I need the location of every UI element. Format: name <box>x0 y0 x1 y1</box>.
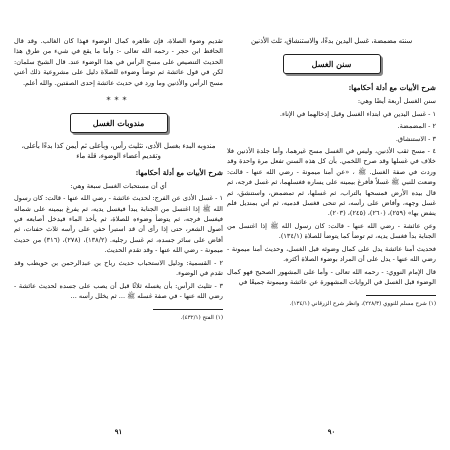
footnote-divider <box>366 295 436 296</box>
paragraph: تقديم وضوء الصلاة، فإن ظاهره كمال الوضوء فهذا كان الغالب. وقد قال الحافظ ابن حجر - رحمه الله تعالى -: وأما ما يقع في شيء من طرق هذا الحديث التنصيص على مسح الرأس في هذا الوضوء عند. قال الشيخ سلمان: لكن في قول عائشة ثم توضأ وضوءه للصلاة دليل على مشروعية ذلك أعني مسح الرأس والأذنين وما ورد في حديث عائشة إحدى الصفتين. والله أعلم. <box>14 37 223 87</box>
intro-text: أي أن مستحبات الغسل سبعة وهي: <box>70 181 167 190</box>
section-heading: شرح الأبيات مع أدلة أحكامها: <box>348 83 436 93</box>
poem-verse: سنته مضمضة، غسل اليدين بدءًا، والاستنشاق، ثلث الأذنين <box>250 37 413 45</box>
section-title: سنن الغسل <box>283 54 381 74</box>
section-heading: شرح الأبيات مع أدلة أحكامها: <box>135 167 223 177</box>
right-page <box>227 0 436 450</box>
list-item: ٤ - مسح ثقب الأذنين، وليس في الغسل مسح غيرهما، وأما جلدة الأذنين فلا خلاف في غسلها وقد صرح اللخمي. بأن كل هذه السنن تفعل مرة واحدة وقد وردت في صفة الغسل. ﷺ ، «عن أمنا ميمونة - رضي الله عنها - قالت: وضعت للنبي ﷺ غسلاً فأفرغ بيمينه على يساره فغسلهما، ثم غسل فرجه، ثم قال بيده الأرض فمسحها بالتراب، ثم غسلها، ثم تمضمض، واستنشق، ثم غسل وجهه، وأفاض على رأسه، ثم تنحى فغسل قدميه، ثم أتي بمنديل فلم ينفض بها» (٢٥٩)، (٢٦٠)، (٢٤٥)، (٢٠٣). <box>227 147 436 218</box>
poem-verse: مندوبه البدء بغسل الأذى، تثليث رأس، وبأعلى ثم أيمن كذا بدءًا بأعلى، وتقديم أعضاء الوضوء، قلة ماء <box>21 142 216 161</box>
paragraph: قال الإمام النووي: - رحمه الله تعالى - وأما على المشهور الصحيح فهو كمال الوضوء قبل الغسل في الروايات المشهورة عن عائشة وميمونة جميعًا في <box>227 267 436 286</box>
section-title: مندوبات الغسل <box>70 113 168 133</box>
page-number: ٩٠ <box>327 427 336 436</box>
paragraph: وعن عائشة - رضي الله عنها - قالت: كان رسول الله ﷺ إذا اغتسل من الجنابة بدأ فغسل يديه، ثم توضأ كما يتوضأ للصلاة (١٣٤/١). <box>227 221 436 241</box>
paragraph: فحديث أمنا عائشة يدل على كمال وضوئه قبل الغسل، وحديث أمنا ميمونة - رضي الله عنها - يدل على أن المراد بوضوء الصلاة أكثره. <box>227 244 436 264</box>
list-item: ١ - غسل الأذى عن الفرج: لحديث عائشة - رضي الله عنها - قالت: كان رسول الله ﷺ إذا اغتسل من الجنابة يبدأ فيغسل يديه، ثم يفرغ بيمينه على شماله فيغسل فرجه، ثم يتوضأ وضوءه للصلاة، ثم يأخذ الماء فيدخل أصابعه في أصول الشعر، حتى إذا رأى أن قد استبرأ حفن على رأسه ثلاث حفنات، ثم أفاض على سائر جسده، ثم غسل رجليه. (١٣٨/٢)، (٢٧٨)، (٣١٦) من حديث ميمونة - رضي الله عنها - وقد تقدم الحديث. <box>14 194 223 255</box>
footnote-divider <box>153 309 223 310</box>
section-separator: *** <box>106 96 131 106</box>
intro-text: سنن الغسل أربعة أيضًا وهي: <box>357 97 436 106</box>
left-page <box>14 0 223 450</box>
footnote: (١) الفتح (٤٣٢/١). <box>180 315 223 322</box>
list-item: ٢ - القسمية: ودليل الاستحباب حديث رباح بن عبدالرحمن بن حويطب وقد تقدم في الوضوء. <box>14 258 223 278</box>
page-number: ٩١ <box>114 427 123 436</box>
list-item: ٣ - الاستنشاق. <box>395 134 436 143</box>
list-item: ٣ - تثليث الرأس: بأن يغسله ثلاثًا قبل أن يصب على جسده لحديث عائشة - رضي الله عنها - في صفة غسله ﷺ ... ثم يخلل رأسه ... <box>14 281 223 300</box>
footnote: (١) شرح مسلم للنووي (٢٢٨/٣)، وانظر شرح الزرقاني (١٣٤/١). <box>289 301 436 308</box>
list-item: ١ - غسل اليدين في ابتداء الغسل وقبل إدخالهما في الإناء. <box>279 109 436 118</box>
list-item: ٢ - المضمضة. <box>397 122 436 131</box>
